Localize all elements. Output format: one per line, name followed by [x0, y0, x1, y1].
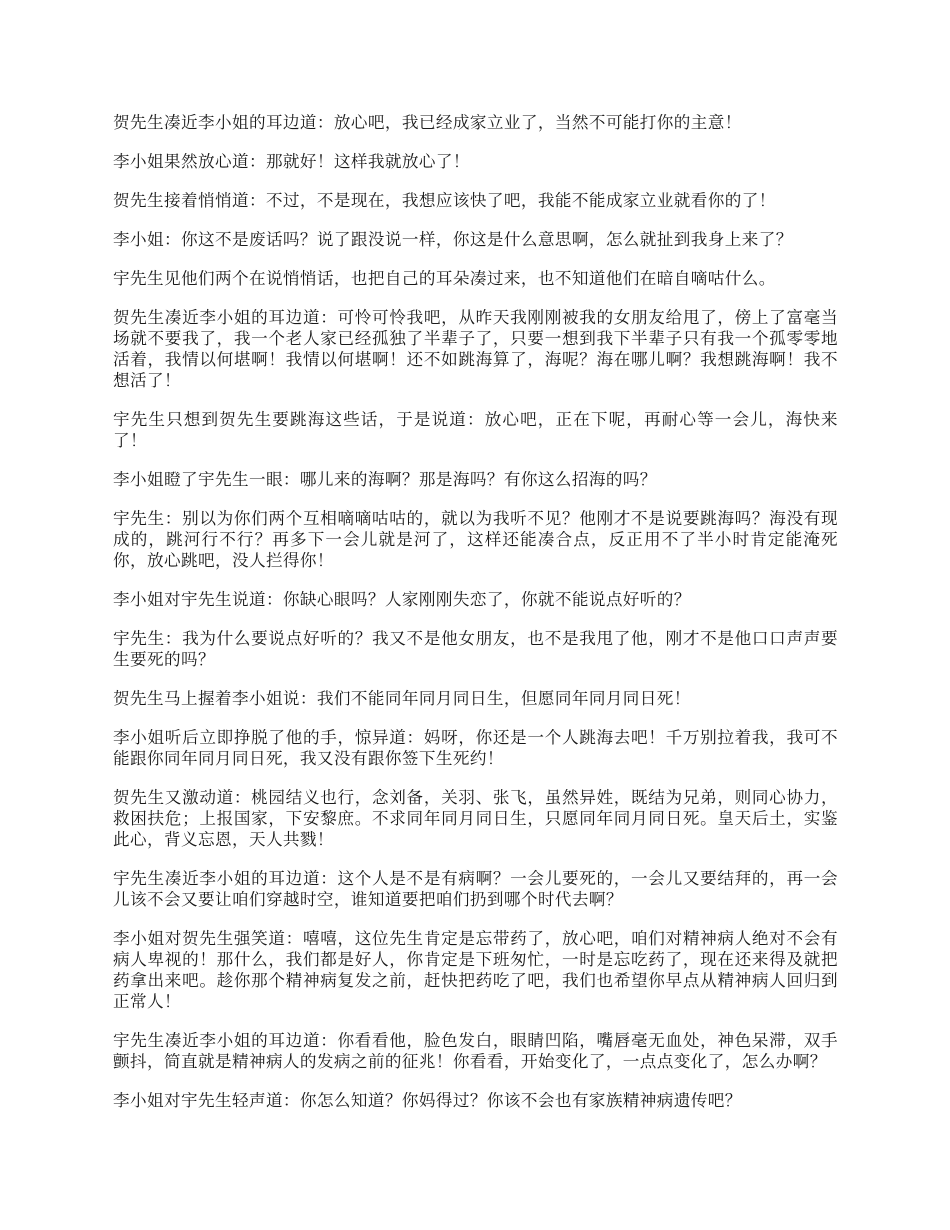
- paragraph: 李小姐对贺先生强笑道：嘻嘻，这位先生肯定是忘带药了，放心吧，咱们对精神病人绝对不会有病人卑视的！那什么，我们都是好人，你肯定是下班匆忙，一时是忘吃药了，现在还来得及就把药拿出来吧。趁你那个精神病复发之前，赶快把药吃了吧，我们也希望你早点从精神病人回归到正常人！: [113, 929, 838, 1011]
- paragraph: 贺先生凑近李小姐的耳边道：放心吧，我已经成家立业了，当然不可能打你的主意！: [113, 113, 742, 132]
- paragraph: 宇先生凑近李小姐的耳边道：你看看他，脸色发白，眼睛凹陷，嘴唇毫无血处，神色呆滞，双手颤抖，简直就是精神病人的发病之前的征兆！你看看，开始变化了，一点点变化了，怎么办啊？: [113, 1031, 838, 1071]
- paragraph: 李小姐听后立即挣脱了他的手，惊异道：妈呀，你还是一个人跳海去吧！千万别拉着我，我可不能跟你同年同月同日死，我又没有跟你签下生死约！: [113, 728, 838, 768]
- paragraph: 李小姐瞪了宇先生一眼：哪儿来的海啊？那是海吗？有你这么招海的吗？: [113, 470, 657, 489]
- paragraph: 宇先生凑近李小姐的耳边道：这个人是不是有病啊？一会儿要死的，一会儿又要结拜的，再一会儿该不会又要让咱们穿越时空，谁知道要把咱们扔到哪个时代去啊？: [113, 869, 838, 909]
- paragraph: 李小姐对宇先生说道：你缺心眼吗？人家刚刚失恋了，你就不能说点好听的？: [113, 590, 691, 609]
- paragraph: 贺先生马上握着李小姐说：我们不能同年同月同日生，但愿同年同月同日死！: [113, 689, 691, 708]
- paragraph: 李小姐果然放心道：那就好！这样我就放心了！: [113, 152, 470, 171]
- paragraph: 李小姐：你这不是废话吗？说了跟没说一样，你这是什么意思啊，怎么就扯到我身上来了？: [113, 230, 793, 249]
- paragraph: 贺先生又激动道：桃园结义也行，念刘备，关羽、张飞，虽然异姓，既结为兄弟，则同心协力，救困扶危；上报国家，下安黎庶。不求同年同月同日生，只愿同年同月同日死。皇天后土，实鉴此心，背义忘恩，天人共戮！: [113, 788, 838, 849]
- paragraph: 贺先生接着悄悄道：不过，不是现在，我想应该快了吧，我能不能成家立业就看你的了！: [113, 191, 776, 210]
- paragraph: 宇先生见他们两个在说悄悄话，也把自己的耳朵凑过来，也不知道他们在暗自嘀咕什么。: [113, 269, 776, 288]
- paragraph: 宇先生只想到贺先生要跳海这些话，于是说道：放心吧，正在下呢，再耐心等一会儿，海快来了！: [113, 410, 838, 450]
- paragraph: 李小姐对宇先生轻声道：你怎么知道？你妈得过？你该不会也有家族精神病遗传吧？: [113, 1091, 742, 1110]
- paragraph: 宇先生：我为什么要说点好听的？我又不是他女朋友，也不是我甩了他，刚才不是他口口声声要生要死的吗？: [113, 629, 838, 669]
- paragraph: 贺先生凑近李小姐的耳边道：可怜可怜我吧，从昨天我刚刚被我的女朋友给甩了，傍上了富毫当场就不要我了，我一个老人家已经孤独了半辈子了，只要一想到我下半辈子只有我一个孤零零地活着，我情以何堪啊！我情以何堪啊！还不如跳海算了，海呢？海在哪儿啊？我想跳海啊！我不想活了！: [113, 308, 838, 390]
- paragraph: 宇先生：别以为你们两个互相嘀嘀咕咕的，就以为我听不见？他刚才不是说要跳海吗？海没有现成的，跳河行不行？再多下一会儿就是河了，这样还能凑合点，反正用不了半小时肯定能淹死你，放心跳吧，没人拦得你！: [113, 509, 838, 570]
